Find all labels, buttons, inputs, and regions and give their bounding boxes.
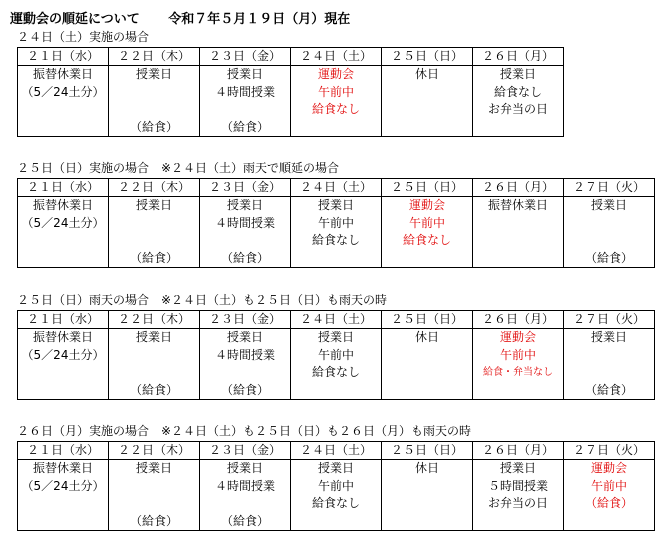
detail-line [382,513,472,531]
header-row [18,311,655,329]
day-header: ２２日（木） [109,48,200,66]
detail-line [382,364,472,382]
detail-line: 授業日 [135,67,172,81]
detail-line [109,232,199,250]
detail-line [109,364,199,382]
detail-line: お弁当の日 [487,496,548,510]
detail-line: 授業日 [226,461,263,475]
detail-line [382,478,472,496]
detail-line [200,232,290,250]
day-header: ２５日（日） [382,179,473,197]
detail-line [200,101,290,119]
detail-line: 授業日 [317,330,354,344]
day-header: ２２日（木） [109,311,200,329]
day-header: ２７日（火） [564,311,655,329]
detail-line [18,250,108,268]
detail-line: 午前中 [499,347,536,362]
detail-line: （5／24土分） [21,215,105,230]
detail-line: 授業日 [135,461,172,475]
day-detail [291,460,382,531]
section-title: ２５日（日）実施の場合 ※２４日（土）雨天で順延の場合 [17,161,340,175]
detail-line [109,215,199,233]
detail-line: （給食） [129,250,178,265]
detail-line [18,382,108,400]
detail-line [18,364,108,382]
detail-line [473,119,563,137]
day-detail [382,197,473,268]
day-detail [200,66,291,137]
detail-line: 給食・弁当なし [483,367,553,378]
detail-line: 午前中 [317,215,354,230]
detail-line [109,347,199,365]
detail-line [18,513,108,531]
day-header: ２２日（木） [109,179,200,197]
detail-line: 授業日 [499,67,536,81]
detail-line: 午前中 [590,478,627,493]
header-row [18,179,655,197]
detail-row [18,66,564,137]
detail-line: （給食） [584,496,633,510]
detail-line [291,119,381,137]
day-header: ２６日（月） [473,311,564,329]
day-detail [564,197,655,268]
detail-row [18,329,655,400]
schedule-table [17,441,655,531]
detail-line [382,119,472,137]
detail-line: 授業日 [590,198,627,212]
header-row [18,442,655,460]
detail-line [291,250,381,268]
detail-line: （給食） [220,119,269,134]
detail-line: 給食なし [493,84,542,99]
detail-line: 振替休業日 [32,67,93,81]
detail-line: 振替休業日 [32,461,93,475]
detail-line [473,513,563,531]
day-header: ２１日（水） [18,179,109,197]
detail-line: 授業日 [135,330,172,344]
day-header: ２３日（金） [200,311,291,329]
day-detail [109,460,200,531]
day-header: ２３日（金） [200,48,291,66]
day-header: ２１日（水） [18,442,109,460]
day-detail [473,460,564,531]
detail-line: （5／24土分） [21,347,105,362]
day-detail [200,329,291,400]
detail-line: 運動会 [317,67,354,81]
detail-line [291,382,381,400]
detail-line [18,101,108,119]
day-detail [473,329,564,400]
detail-line [18,495,108,513]
day-header: ２５日（日） [382,48,473,66]
detail-line: ４時間授業 [214,215,275,230]
schedule-table [17,47,564,137]
detail-line: 授業日 [226,67,263,81]
detail-line: （給食） [129,382,178,397]
detail-line: 振替休業日 [32,198,93,212]
detail-line [109,101,199,119]
day-detail [473,66,564,137]
day-detail [291,66,382,137]
detail-line [473,382,563,400]
schedule-table [17,178,655,268]
detail-line: 授業日 [499,461,536,475]
day-detail [200,460,291,531]
detail-line: （給食） [584,250,633,265]
detail-line: 給食なし [402,233,451,247]
detail-line [382,382,472,400]
day-detail [382,460,473,531]
detail-line: 運動会 [408,198,445,212]
day-header: ２５日（日） [382,442,473,460]
detail-line [564,347,654,365]
detail-line [200,364,290,382]
detail-line [473,215,563,233]
detail-line: 授業日 [590,330,627,344]
day-header: ２３日（金） [200,442,291,460]
schedule-section-2 [17,161,655,268]
detail-line: 午前中 [408,215,445,230]
detail-line: 午前中 [317,347,354,362]
detail-line: 午前中 [317,84,354,99]
day-header: ２１日（水） [18,311,109,329]
detail-line: 運動会 [499,330,536,344]
day-header: ２４日（土） [291,442,382,460]
detail-line [473,232,563,250]
day-header: ２７日（火） [564,179,655,197]
detail-line: （5／24土分） [21,478,105,493]
detail-line: 午前中 [317,478,354,493]
detail-line [382,84,472,102]
detail-line [109,84,199,102]
detail-line: ４時間授業 [214,347,275,362]
detail-line: （給食） [220,382,269,397]
detail-line: （給食） [220,513,269,528]
detail-line [382,101,472,119]
schedule-table [17,310,655,400]
day-header: ２６日（月） [473,442,564,460]
day-detail [382,329,473,400]
day-detail [291,197,382,268]
detail-line: ４時間授業 [214,478,275,493]
page-title-main: 運動会の順延について [10,12,140,27]
day-detail [109,66,200,137]
schedule-section-3 [17,293,655,400]
detail-line: 授業日 [135,198,172,212]
day-detail [564,329,655,400]
detail-line: 運動会 [590,461,627,475]
day-header: ２７日（火） [564,442,655,460]
detail-line: 休日 [414,461,439,475]
detail-line: 授業日 [317,461,354,475]
detail-line: 授業日 [226,198,263,212]
detail-line: （給食） [129,513,178,528]
day-detail [564,460,655,531]
detail-row [18,197,655,268]
detail-line [109,495,199,513]
day-header: ２６日（月） [473,48,564,66]
day-detail [473,197,564,268]
schedule-section-1 [17,30,564,137]
detail-line: 給食なし [311,102,360,116]
detail-line: 授業日 [226,330,263,344]
detail-line: 給食なし [311,233,360,247]
day-detail [18,197,109,268]
detail-line: 振替休業日 [32,330,93,344]
day-detail [109,329,200,400]
detail-line: 給食なし [311,496,360,510]
day-header: ２２日（木） [109,442,200,460]
detail-line: お弁当の日 [487,102,548,116]
detail-line [291,513,381,531]
day-detail [109,197,200,268]
detail-line [473,250,563,268]
detail-line [200,495,290,513]
detail-line: 授業日 [317,198,354,212]
day-header: ２５日（日） [382,311,473,329]
section-title: ２５日（日）雨天の場合 ※２４日（土）も２５日（日）も雨天の時 [17,293,388,307]
detail-line: 振替休業日 [487,198,548,212]
day-header: ２３日（金） [200,179,291,197]
detail-line: （給食） [584,382,633,397]
header-row [18,48,564,66]
detail-line: 休日 [414,67,439,81]
day-header: ２４日（土） [291,48,382,66]
day-header: ２４日（土） [291,311,382,329]
detail-line [18,232,108,250]
detail-line [564,364,654,382]
detail-line [564,232,654,250]
detail-line [18,119,108,137]
detail-line [382,347,472,365]
detail-line: （給食） [220,250,269,265]
section-title: ２６日（月）実施の場合 ※２４日（土）も２５日（日）も２６日（月）も雨天の時 [17,424,472,438]
detail-line: （給食） [129,119,178,134]
detail-line: ５時間授業 [487,478,548,493]
day-detail [382,66,473,137]
day-detail [18,329,109,400]
day-header: ２６日（月） [473,179,564,197]
detail-line [382,495,472,513]
detail-line [109,478,199,496]
day-detail [291,329,382,400]
detail-line [564,215,654,233]
day-detail [18,460,109,531]
section-title: ２４日（土）実施の場合 [17,30,150,44]
detail-line: 給食なし [311,365,360,379]
detail-row [18,460,655,531]
day-detail [18,66,109,137]
detail-line [382,250,472,268]
day-header: ２４日（土） [291,179,382,197]
page-title [10,8,350,27]
detail-line: 休日 [414,330,439,344]
day-detail [200,197,291,268]
detail-line [564,513,654,531]
page-title-date: 令和７年５月１９日（月）現在 [168,12,351,27]
detail-line: （5／24土分） [21,84,105,99]
schedule-section-4 [17,424,655,531]
day-header: ２１日（水） [18,48,109,66]
detail-line: ４時間授業 [214,84,275,99]
